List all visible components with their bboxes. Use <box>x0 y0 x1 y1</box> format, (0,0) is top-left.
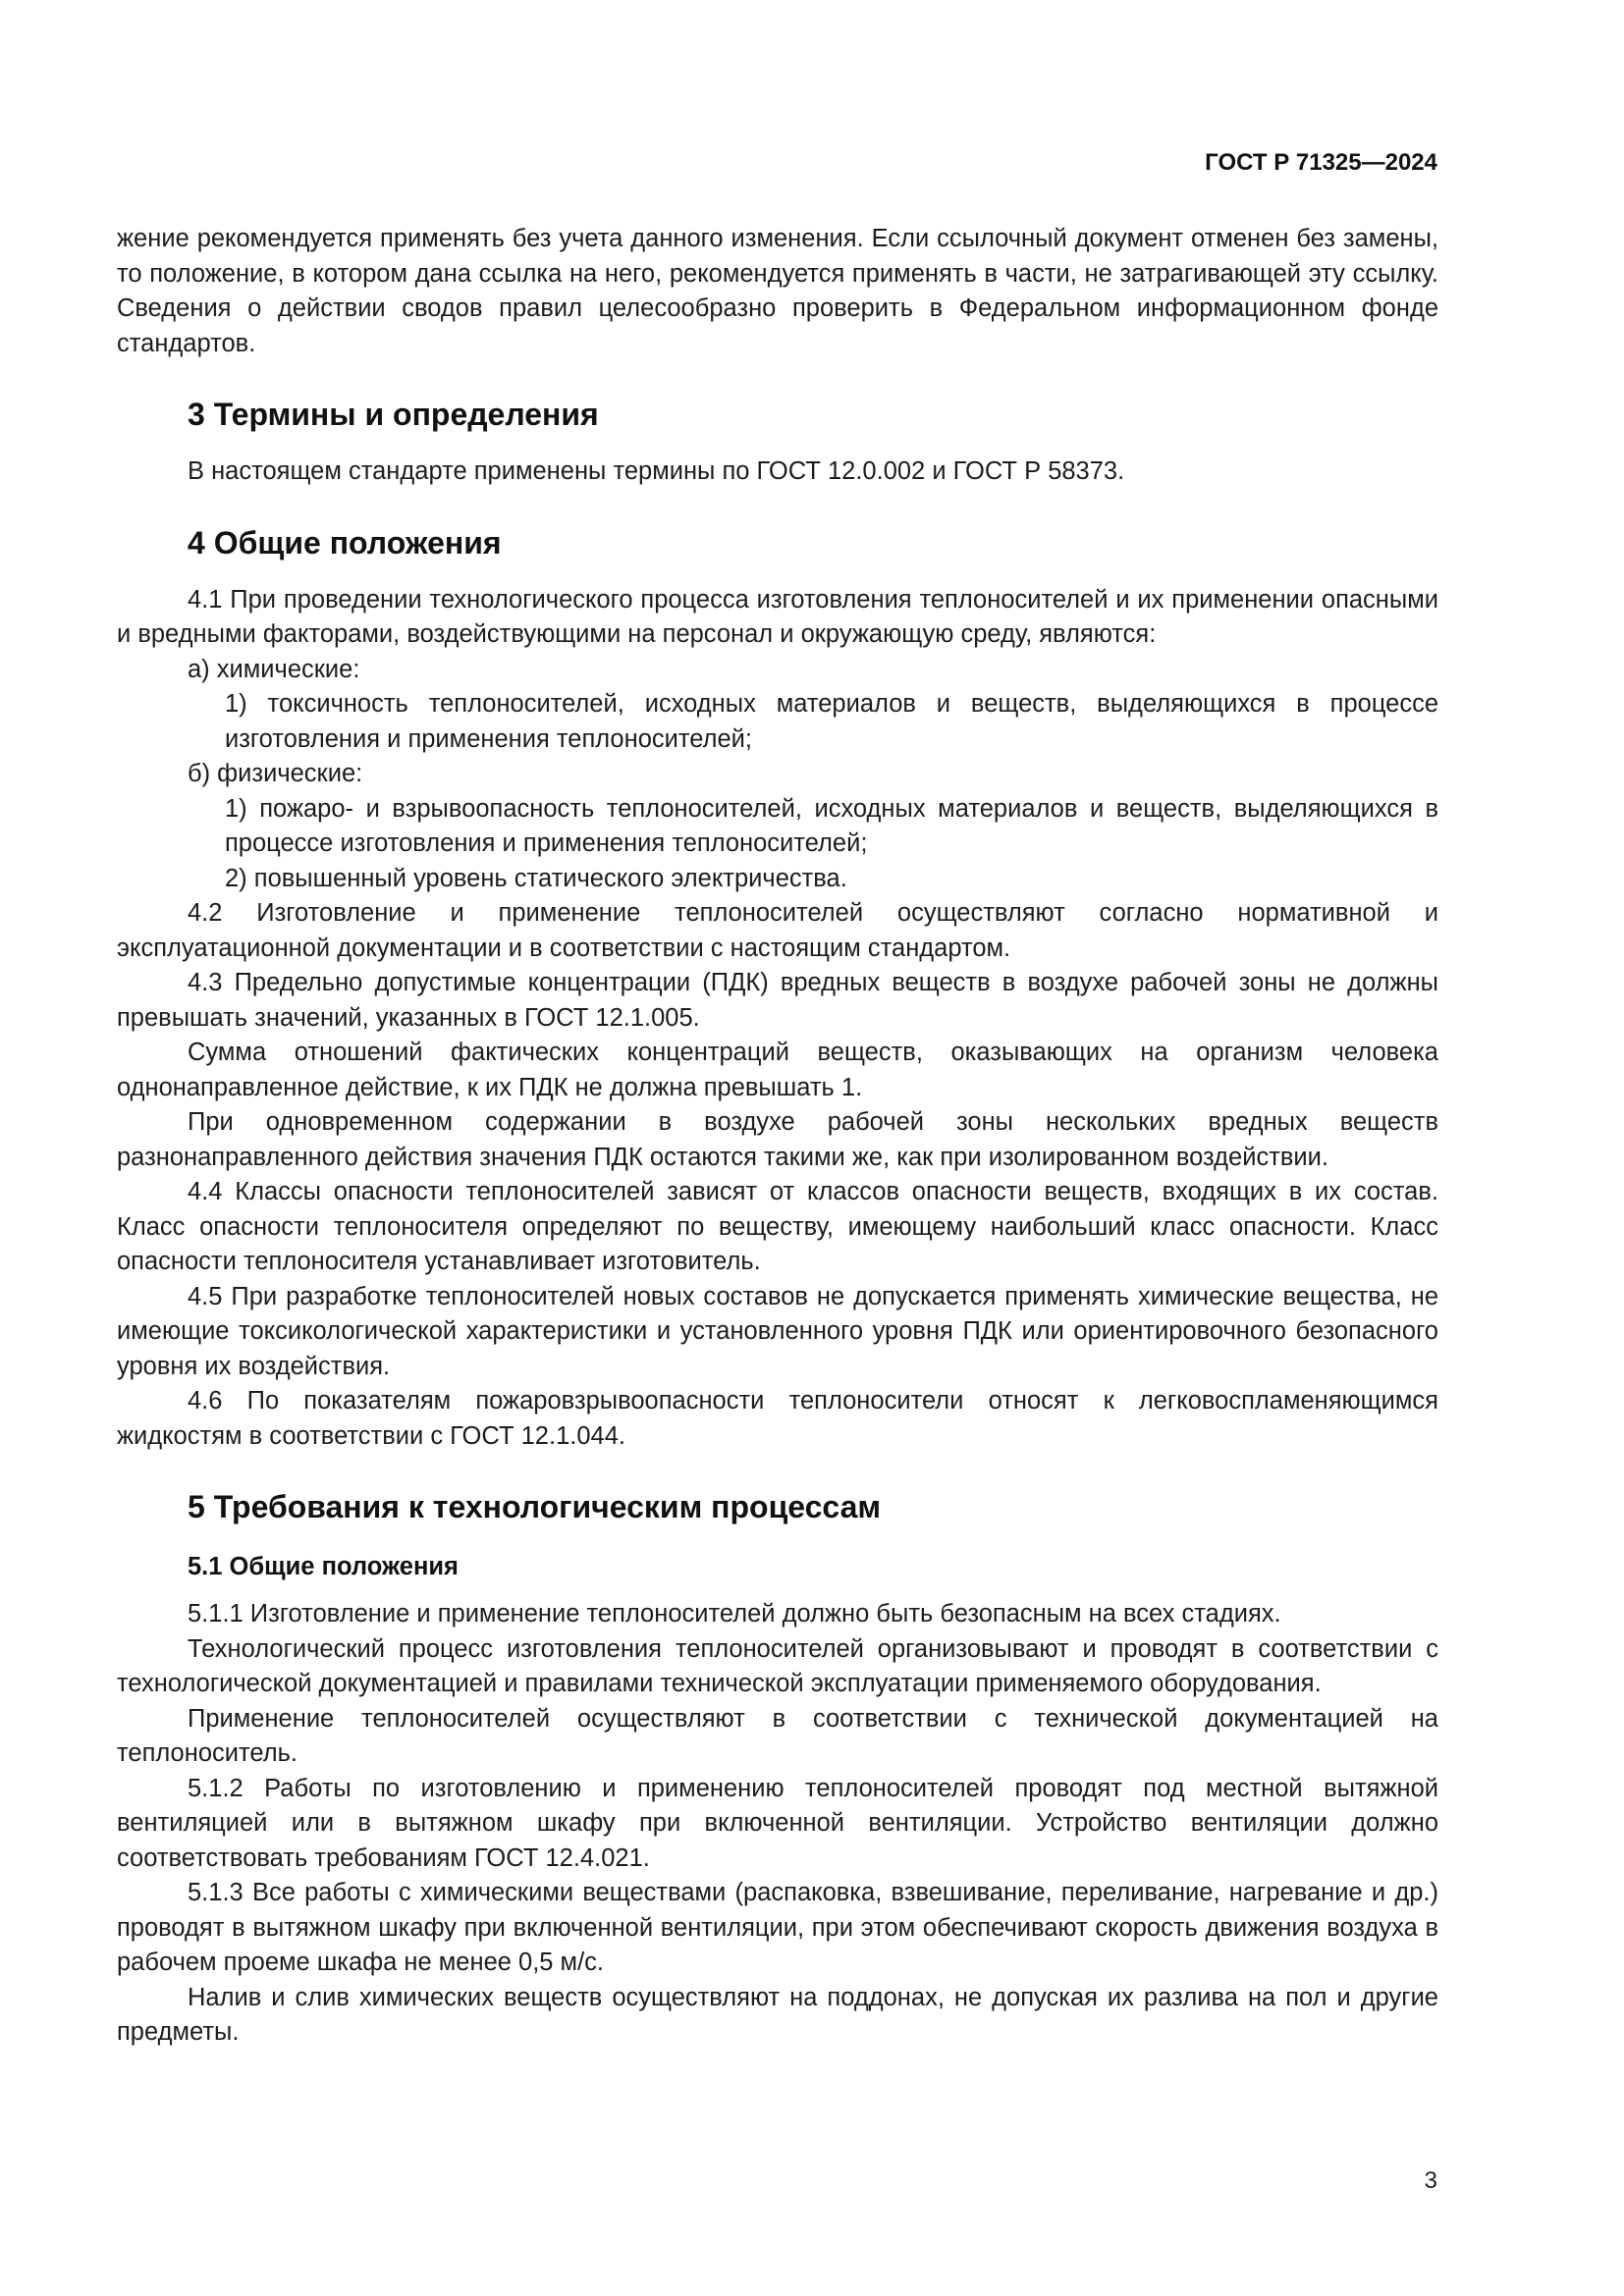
clause-5-1-3: 5.1.3 Все работы с химическими веществами (распаковка, взвешивание, переливание, нагревание и др.) проводят в вытяжном шкафу при включенной вентиляции, при этом обеспечивают скорость движения воздуха в рабочем проеме шкафа не менее 0,5 м/с. <box>117 1879 1438 1976</box>
clause-4-5: 4.5 При разработке теплоносителей новых составов не допускается применять химические вещества, не имеющие токсикологической характеристики и установленного уровня ПДК или ориентировочного безопасного уровня их воздействия. <box>117 1282 1438 1380</box>
clause-5-1-1-process: Технологический процесс изготовления теплоносителей организовывают и проводят в соответствии с технологической документацией и правилами технической эксплуатации применяемого оборудования. <box>117 1634 1438 1697</box>
list-item-b-2: 2) повышенный уровень статического электричества. <box>225 864 847 892</box>
intro-paragraph: жение рекомендуется применять без учета данного изменения. Если ссылочный документ отменен без замены, то положение, в котором дана ссылка на него, рекомендуется применять в части, не затрагивающей эту ссылку. Сведения о действии сводов правил целесообразно проверить в Федеральном информационном фонде стандартов. <box>117 225 1438 357</box>
section-3-text: В настоящем стандарте применены термины по ГОСТ 12.0.002 и ГОСТ Р 58373. <box>188 457 1125 485</box>
list-item-b-1: 1) пожаро- и взрывоопасность теплоносителей, исходных материалов и веществ, выделяющихся в процессе изготовления и применения теплоносителей; <box>225 794 1438 857</box>
section-4-heading: 4 Общие положения <box>188 524 502 561</box>
clause-4-3-sum: Сумма отношений фактических концентраций веществ, оказывающих на организм человека однонаправленное действие, к их ПДК не должна превышать 1. <box>117 1039 1438 1101</box>
clause-5-1-3-pouring: Налив и слив химических веществ осуществляют на поддонах, не допуская их разлива на пол и другие предметы. <box>117 1983 1438 2046</box>
clause-4-1: 4.1 При проведении технологического процесса изготовления теплоносителей и их применении опасными и вредными факторами, воздействующими на персонал и окружающую среду, являются: <box>117 585 1438 648</box>
page-content <box>117 222 1438 2051</box>
page-number: 3 <box>1424 2167 1437 2194</box>
list-item-b: б) физические: <box>188 760 363 787</box>
clause-4-3-mixed: При одновременном содержании в воздухе рабочей зоны нескольких вредных веществ разнонаправленного действия значения ПДК остаются такими же, как при изолированном воздействии. <box>117 1108 1438 1171</box>
section-5-heading: 5 Требования к технологическим процессам <box>188 1489 882 1524</box>
clause-5-1-2: 5.1.2 Работы по изготовлению и применению теплоносителей проводят под местной вытяжной вентиляцией или в вытяжном шкафу при включенной вентиляции. Устройство вентиляции должно соответствовать требованиям ГОСТ 12.4.021. <box>117 1774 1438 1872</box>
subsection-5-1-heading: 5.1 Общие положения <box>188 1553 459 1580</box>
list-item-a: а) химические: <box>188 655 360 683</box>
clause-5-1-1-application: Применение теплоносителей осуществляют в соответствии с технической документацией на теплоноситель. <box>117 1704 1438 1767</box>
section-3-heading: 3 Термины и определения <box>188 397 599 432</box>
clause-5-1-1: 5.1.1 Изготовление и применение теплоносителей должно быть безопасным на всех стадиях. <box>188 1600 1281 1628</box>
clause-4-3: 4.3 Предельно допустимые концентрации (ПДК) вредных веществ в воздухе рабочей зоны не должны превышать значений, указанных в ГОСТ 12.1.005. <box>117 969 1438 1032</box>
clause-4-6: 4.6 По показателям пожаровзрывоопасности теплоносители относят к легковоспламеняющимся жидкостям в соответствии с ГОСТ 12.1.044. <box>117 1387 1438 1450</box>
clause-4-2: 4.2 Изготовление и применение теплоносителей осуществляют согласно нормативной и эксплуатационной документации и в соответствии с настоящим стандартом. <box>117 899 1438 962</box>
clause-4-4: 4.4 Классы опасности теплоносителей зависят от классов опасности веществ, входящих в их состав. Класс опасности теплоносителя определяют по веществу, имеющему наибольший класс опасности. Класс опасности теплоносителя устанавливает изготовитель. <box>117 1178 1438 1275</box>
list-item-a-1: 1) токсичность теплоносителей, исходных материалов и веществ, выделяющихся в процессе изготовления и применения теплоносителей; <box>225 690 1438 753</box>
document-number-header: ГОСТ Р 71325—2024 <box>1205 149 1437 176</box>
